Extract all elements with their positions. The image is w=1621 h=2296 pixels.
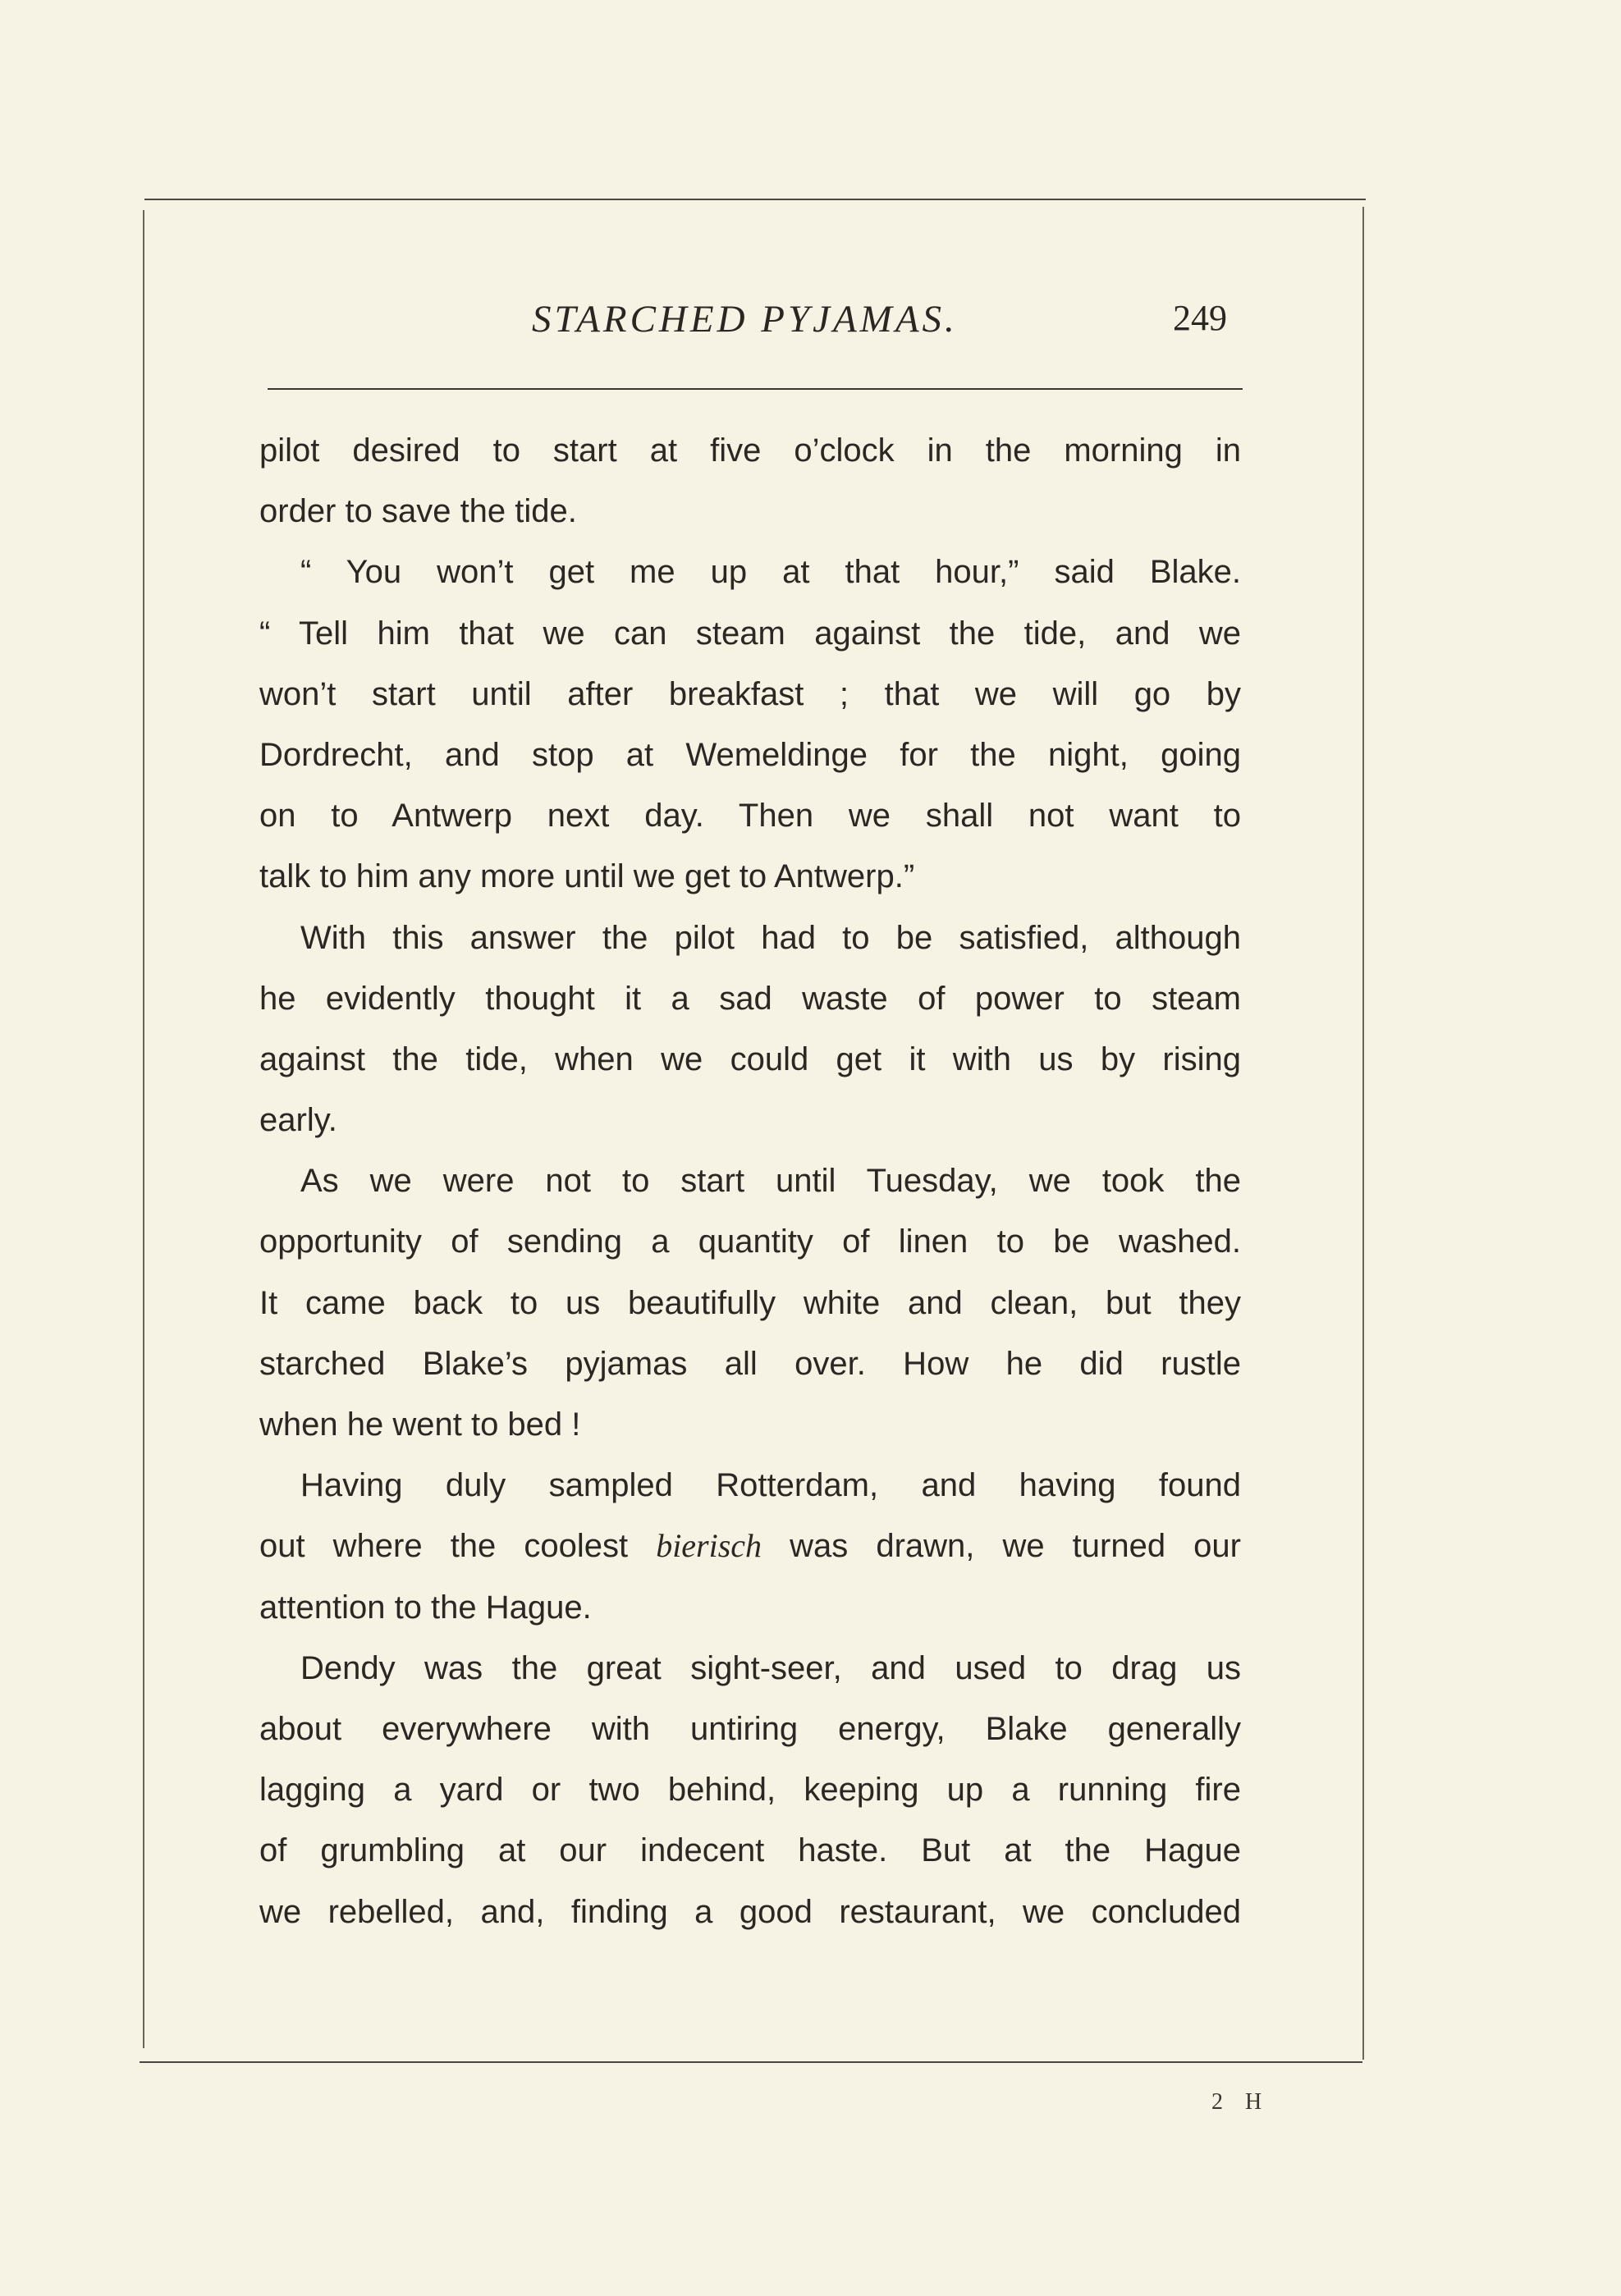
text-line: early. xyxy=(259,1102,337,1139)
page-body xyxy=(259,420,1241,1942)
text-line: starched Blake’s pyjamas all over. How he did rustle xyxy=(259,1345,1241,1382)
text-line: against the tide, when we could get it with us by rising xyxy=(259,1041,1241,1077)
text-line: of grumbling at our indecent haste. But at the Hague xyxy=(259,1832,1241,1869)
text-line: we rebelled, and, finding a good restaurant, we concluded xyxy=(259,1893,1241,1930)
text-segment: was drawn, we turned our xyxy=(790,1528,1241,1565)
text-line: It came back to us beautifully white and clean, but they xyxy=(259,1284,1241,1321)
frame-bottom-rule xyxy=(140,2061,1362,2063)
text-line: on to Antwerp next day. Then we shall not want to xyxy=(259,798,1241,835)
frame-left-rule xyxy=(143,210,144,2048)
signature-mark: 2 H xyxy=(1211,2089,1271,2115)
text-line: Having duly sampled Rotterdam, and having found xyxy=(300,1467,1241,1504)
text-line: “ Tell him that we can steam against the tide, and we xyxy=(259,615,1241,652)
text-line: lagging a yard or two behind, keeping up a running fire xyxy=(259,1772,1241,1809)
text-line: order to save the tide. xyxy=(259,493,577,530)
text-line: With this answer the pilot had to be satisfied, although xyxy=(300,919,1241,956)
text-line: when he went to bed ! xyxy=(259,1406,581,1443)
text-line: “ You won’t get me up at that hour,” said Blake. xyxy=(300,554,1241,591)
frame-top-rule xyxy=(144,199,1366,200)
frame-right-rule xyxy=(1362,207,1364,2060)
text-line: As we were not to start until Tuesday, we took the xyxy=(300,1163,1241,1200)
text-line: pilot desired to start at five o’clock in the morning in xyxy=(259,432,1241,469)
text-line: opportunity of sending a quantity of linen to be washed. xyxy=(259,1223,1241,1260)
running-title: STARCHED PYJAMAS. xyxy=(532,298,958,341)
text-line: talk to him any more until we get to Antwerp.” xyxy=(259,858,915,895)
page-number: 249 xyxy=(1173,298,1227,338)
italic-word-bierisch: bierisch xyxy=(656,1527,762,1565)
text-line: won’t start until after breakfast ; that we will go by xyxy=(259,675,1241,712)
text-line: about everywhere with untiring energy, Blake generally xyxy=(259,1710,1241,1747)
text-line: Dordrecht, and stop at Wemeldinge for the night, going xyxy=(259,736,1241,773)
text-line: attention to the Hague. xyxy=(259,1589,592,1626)
running-head xyxy=(266,297,1243,354)
text-line-with-italic xyxy=(259,1516,1241,1576)
text-segment: out where the coolest xyxy=(259,1528,629,1565)
text-line: Dendy was the great sight-seer, and used to drag us xyxy=(300,1649,1241,1686)
header-rule xyxy=(268,388,1243,390)
text-line: he evidently thought it a sad waste of power to steam xyxy=(259,980,1241,1017)
